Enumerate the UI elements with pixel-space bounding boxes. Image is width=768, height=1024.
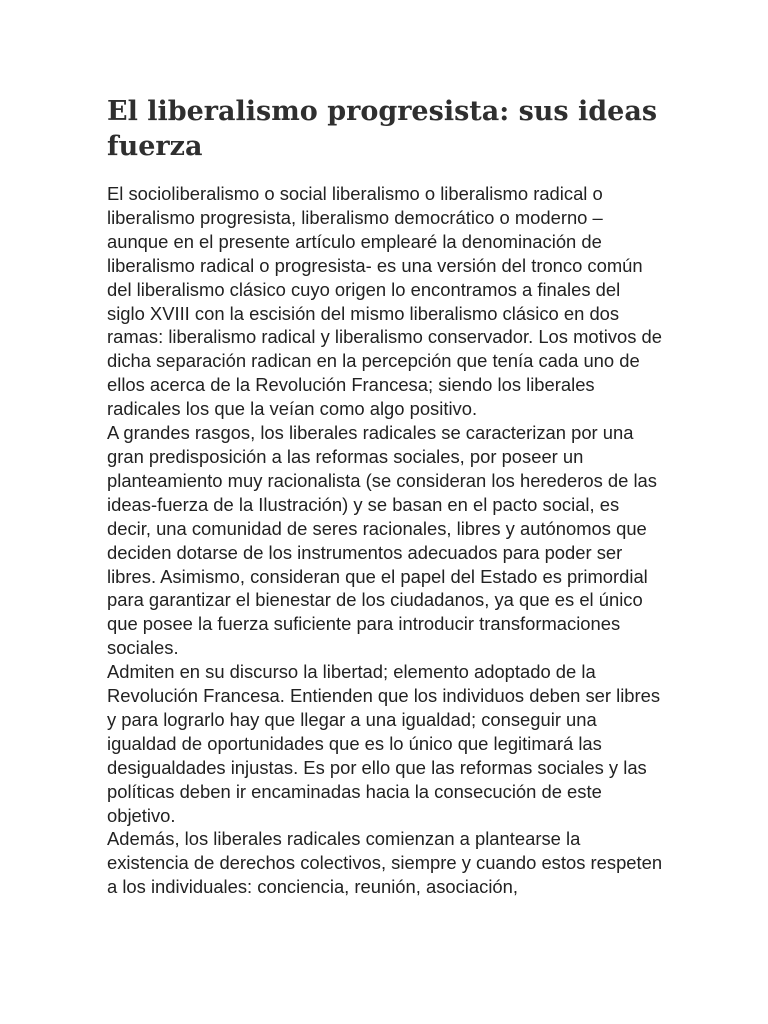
paragraph-1: El socioliberalismo o social liberalismo o liberalismo radical o liberalismo progresista, liberalismo democrático o moderno – aunque en el presente artículo emplearé la denominación de liberalismo radical o progresista- es una versión del tronco común del liberalismo clásico cuyo origen lo encontramos a finales del siglo XVIII con la escisión del mismo liberalismo clásico en dos ramas: liberalismo radical y liberalismo conservador. Los motivos de dicha separación radican en la percepción que tenía cada uno de ellos acerca de la Revolución Francesa; siendo los liberales radicales los que la veían como algo positivo. <box>107 183 663 420</box>
paragraph-2: A grandes rasgos, los liberales radicales se caracterizan por una gran predisposición a las reformas sociales, por poseer un planteamiento muy racionalista (se consideran los herederos de las ideas-fuerza de la Ilustración) y se basan en el pacto social, es decir, una comunidad de seres racionales, libres y autónomos que deciden dotarse de los instrumentos adecuados para poder ser libres. Asimismo, consideran que el papel del Estado es primordial para garantizar el bienestar de los ciudadanos, ya que es el único que posee la fuerza suficiente para introducir transformaciones sociales. <box>107 422 657 659</box>
document-body <box>107 182 663 899</box>
paragraph-3: Admiten en su discurso la libertad; elemento adoptado de la Revolución Francesa. Entienden que los individuos deben ser libres y para lograrlo hay que llegar a una igualdad; conseguir una igualdad de oportunidades que es lo único que legitimará las desigualdades injustas. Es por ello que las reformas sociales y las políticas deben ir encaminadas hacia la consecución de este objetivo. <box>107 661 661 826</box>
document-title: El liberalismo progresista: sus ideas fuerza <box>107 96 658 162</box>
paragraph-4: Además, los liberales radicales comienzan a plantearse la existencia de derechos colectivos, siempre y cuando estos respeten a los individuales: conciencia, reunión, asociación, <box>107 828 663 898</box>
document-page <box>107 94 663 899</box>
